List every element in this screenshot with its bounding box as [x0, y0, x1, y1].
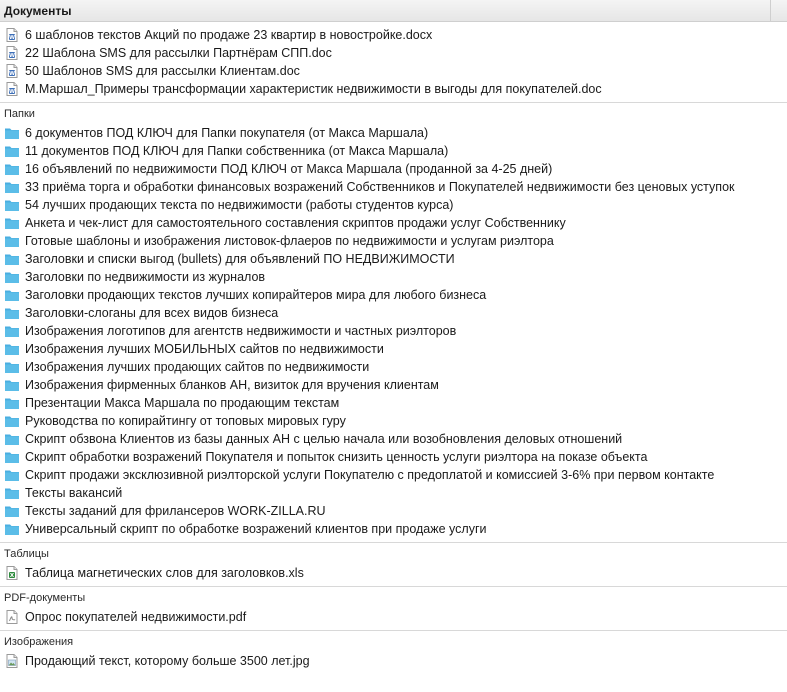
tables-section-header	[0, 542, 787, 564]
list-item[interactable]	[0, 376, 787, 394]
pdf-section-header	[0, 586, 787, 608]
list-item[interactable]	[0, 652, 787, 670]
list-item[interactable]	[0, 44, 787, 62]
svg-text:W: W	[8, 52, 16, 59]
list-item[interactable]	[0, 250, 787, 268]
excel-document-icon	[4, 565, 20, 581]
folder-icon	[4, 449, 20, 465]
results-header	[0, 0, 787, 22]
folder-icon	[4, 485, 20, 501]
word-document-icon	[4, 45, 20, 61]
folder-icon	[4, 305, 20, 321]
list-item[interactable]	[0, 430, 787, 448]
folder-icon	[4, 161, 20, 177]
list-item[interactable]	[0, 608, 787, 626]
tables-group	[0, 564, 787, 582]
folder-icon	[4, 179, 20, 195]
folder-icon	[4, 143, 20, 159]
list-item[interactable]	[0, 304, 787, 322]
list-item[interactable]	[0, 62, 787, 80]
list-item-label: Готовые шаблоны и изображения листовок-флаеров по недвижимости и услугам риэлтора	[25, 234, 554, 248]
list-item[interactable]	[0, 394, 787, 412]
list-item-label: Презентации Макса Маршала по продающим текстам	[25, 396, 340, 410]
list-item[interactable]	[0, 196, 787, 214]
list-item-label: Опрос покупателей недвижимости.pdf	[25, 610, 247, 624]
list-item[interactable]	[0, 502, 787, 520]
folder-icon	[4, 251, 20, 267]
list-item-label: Изображения лучших продающих сайтов по недвижимости	[25, 360, 370, 374]
list-item-label: Заголовки-слоганы для всех видов бизнеса	[25, 306, 279, 320]
word-document-icon	[4, 63, 20, 79]
pdf-group	[0, 608, 787, 626]
list-item-label: Анкета и чек-лист для самостоятельного составления скриптов продажи услуг Собственнику	[25, 216, 566, 230]
folder-icon	[4, 323, 20, 339]
list-item[interactable]	[0, 358, 787, 376]
list-item-label: Скрипт продажи эксклюзивной риэлторской услуги Покупателю с предоплатой и комиссией 3-6% при первом контакте	[25, 468, 715, 482]
image-file-icon	[4, 653, 20, 669]
list-item[interactable]	[0, 178, 787, 196]
images-group	[0, 652, 787, 670]
list-item-label: 33 приёма торга и обработки финансовых возражений Собственников и Покупателей недвижимости без ценовых уступок	[25, 180, 735, 194]
folder-icon	[4, 413, 20, 429]
list-item-label: 11 документов ПОД КЛЮЧ для Папки собственника (от Макса Маршала)	[25, 144, 449, 158]
list-item[interactable]	[0, 160, 787, 178]
list-item-label: 54 лучших продающих текста по недвижимости (работы студентов курса)	[25, 198, 454, 212]
tables-section-title: Таблицы	[4, 548, 49, 560]
svg-text:W: W	[8, 70, 16, 77]
folder-icon	[4, 233, 20, 249]
svg-text:X: X	[9, 572, 15, 579]
folder-icon	[4, 377, 20, 393]
folder-icon	[4, 359, 20, 375]
list-item[interactable]	[0, 340, 787, 358]
word-document-icon	[4, 81, 20, 97]
documents-section-title: Документы	[4, 4, 72, 18]
list-item-label: Скрипт обзвона Клиентов из базы данных АН с целью начала или возобновления деловых отношений	[25, 432, 623, 446]
list-item[interactable]	[0, 268, 787, 286]
list-item-label: Руководства по копирайтингу от топовых мировых гуру	[25, 414, 346, 428]
folder-icon	[4, 503, 20, 519]
list-item-label: Таблица магнетических слов для заголовков.xls	[25, 566, 304, 580]
list-item[interactable]	[0, 214, 787, 232]
folder-icon	[4, 269, 20, 285]
results-list	[0, 22, 787, 670]
folder-icon	[4, 215, 20, 231]
list-item[interactable]	[0, 484, 787, 502]
list-item-label: 6 шаблонов текстов Акций по продаже 23 квартир в новостройке.docx	[25, 28, 433, 42]
word-document-icon	[4, 27, 20, 43]
images-section-header	[0, 630, 787, 652]
folder-icon	[4, 521, 20, 537]
list-item[interactable]	[0, 412, 787, 430]
folders-group	[0, 124, 787, 538]
list-item[interactable]	[0, 520, 787, 538]
list-item-label: М.Маршал_Примеры трансформации характеристик недвижимости в выгоды для покупателей.doc	[25, 82, 602, 96]
pdf-document-icon	[4, 609, 20, 625]
images-section-title: Изображения	[4, 636, 74, 648]
folder-icon	[4, 125, 20, 141]
list-item[interactable]	[0, 124, 787, 142]
documents-group	[0, 26, 787, 98]
header-divider	[770, 0, 771, 22]
list-item[interactable]	[0, 286, 787, 304]
list-item-label: Заголовки продающих текстов лучших копирайтеров мира для любого бизнеса	[25, 288, 487, 302]
list-item-label: Тексты вакансий	[25, 486, 123, 500]
list-item-label: Тексты заданий для фрилансеров WORK-ZILLA.RU	[25, 504, 326, 518]
folders-section-title: Папки	[4, 108, 35, 120]
folder-icon	[4, 197, 20, 213]
list-item-label: Изображения фирменных бланков АН, визиток для вручения клиентам	[25, 378, 439, 392]
svg-text:W: W	[8, 88, 16, 95]
list-item[interactable]	[0, 564, 787, 582]
folder-icon	[4, 287, 20, 303]
list-item-label: Универсальный скрипт по обработке возражений клиентов при продаже услуги	[25, 522, 487, 536]
list-item[interactable]	[0, 142, 787, 160]
folders-section-header	[0, 102, 787, 124]
pdf-section-title: PDF-документы	[4, 592, 86, 604]
list-item-label: 6 документов ПОД КЛЮЧ для Папки покупателя (от Макса Маршала)	[25, 126, 429, 140]
list-item[interactable]	[0, 80, 787, 98]
list-item-label: Заголовки и списки выгод (bullets) для объявлений ПО НЕДВИЖИМОСТИ	[25, 252, 455, 266]
list-item-label: Заголовки по недвижимости из журналов	[25, 270, 266, 284]
list-item-label: Продающий текст, которому больше 3500 лет.jpg	[25, 654, 310, 668]
list-item-label: 22 Шаблона SMS для рассылки Партнёрам СПП.doc	[25, 46, 332, 60]
list-item[interactable]	[0, 448, 787, 466]
list-item-label: Изображения лучших МОБИЛЬНЫХ сайтов по недвижимости	[25, 342, 384, 356]
list-item[interactable]	[0, 466, 787, 484]
list-item-label: 50 Шаблонов SMS для рассылки Клиентам.doc	[25, 64, 300, 78]
list-item[interactable]	[0, 322, 787, 340]
folder-icon	[4, 395, 20, 411]
list-item[interactable]	[0, 232, 787, 250]
list-item-label: 16 объявлений по недвижимости ПОД КЛЮЧ от Макса Маршала (проданной за 4-25 дней)	[25, 162, 553, 176]
list-item[interactable]	[0, 26, 787, 44]
list-item-label: Изображения логотипов для агентств недвижимости и частных риэлторов	[25, 324, 457, 338]
folder-icon	[4, 431, 20, 447]
list-item-label: Скрипт обработки возражений Покупателя и попыток снизить ценность услуги риэлтора на показе объекта	[25, 450, 648, 464]
folder-icon	[4, 467, 20, 483]
folder-icon	[4, 341, 20, 357]
svg-text:W: W	[8, 34, 16, 41]
